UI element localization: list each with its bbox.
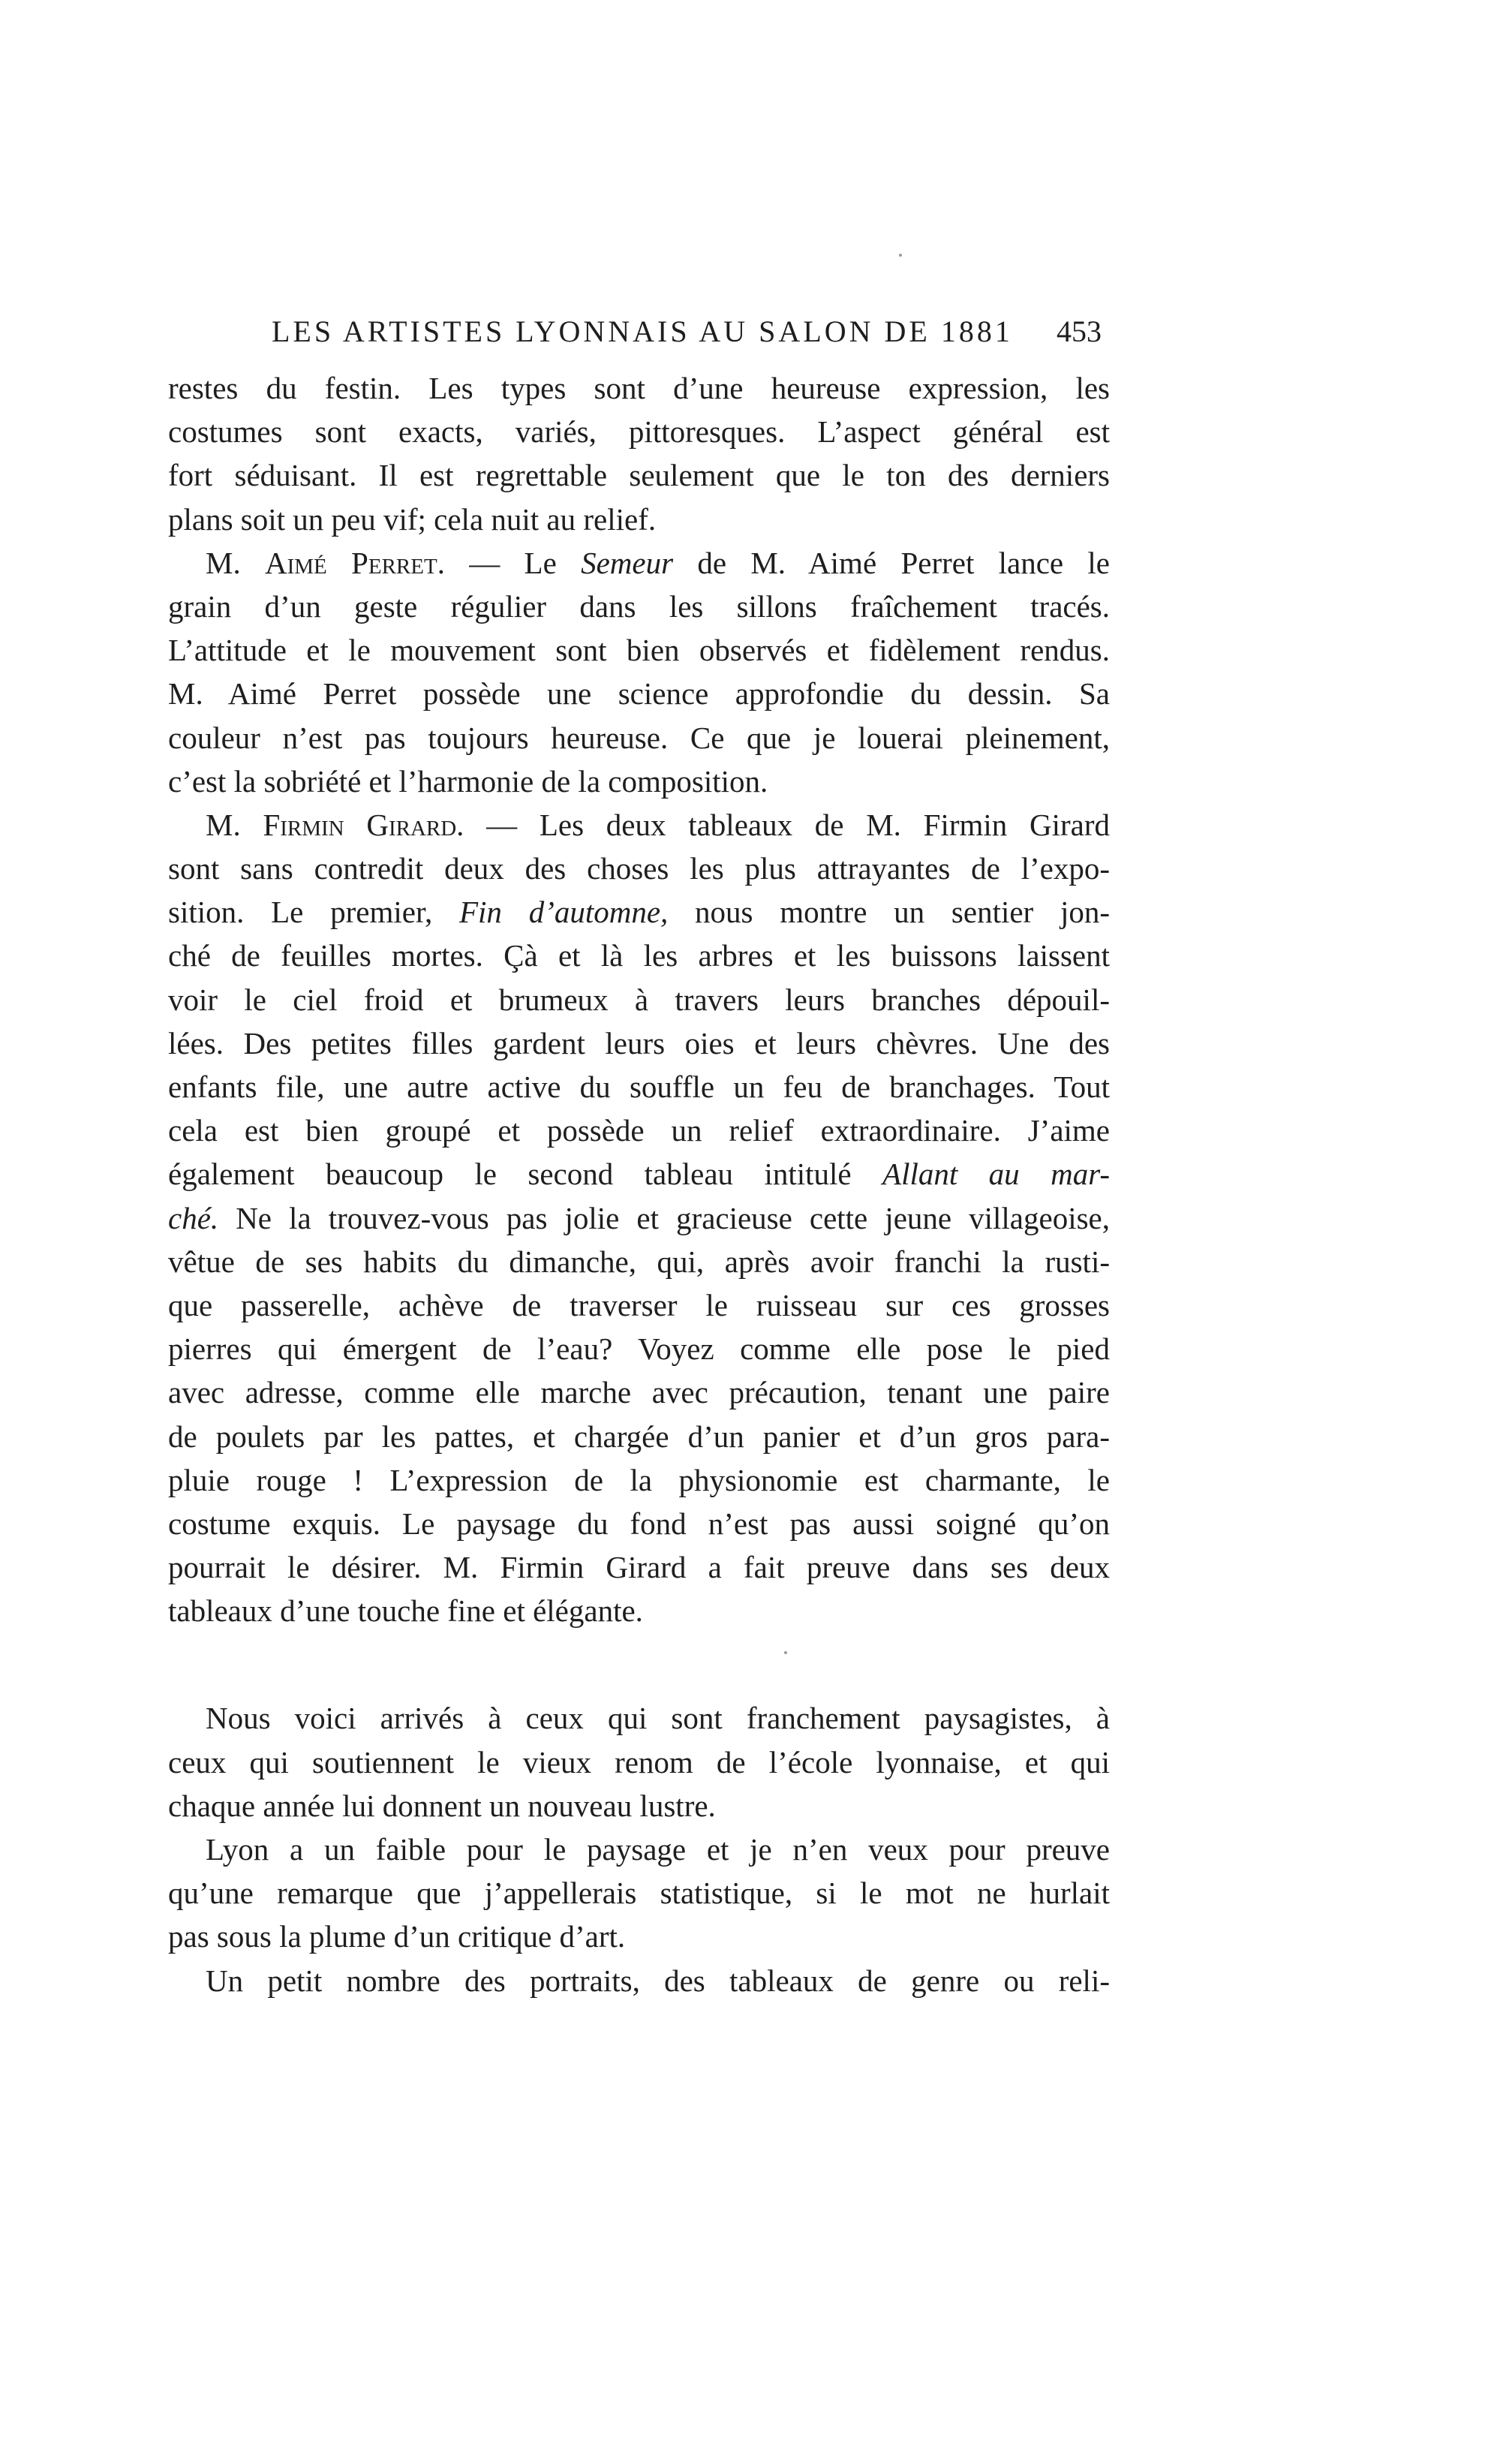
- text-line: de poulets par les pattes, et chargée d’un panier et d’un gros para-: [168, 1419, 1110, 1454]
- work-title: ché.: [168, 1200, 219, 1235]
- text-line: vêtue de ses habits du dimanche, qui, après avoir franchi la rusti-: [168, 1244, 1110, 1279]
- text-line: pluie rouge ! L’expression de la physionomie est charmante, le: [168, 1462, 1110, 1497]
- text-line: Lyon a un faible pour le paysage et je n’en veux pour preuve: [206, 1832, 1110, 1867]
- text-segment: sition. Le premier,: [168, 895, 459, 930]
- text-line: [168, 541, 1110, 585]
- page-header: [0, 314, 1509, 359]
- text-line: que passerelle, achève de traverser le ruisseau sur ces grosses: [168, 1287, 1110, 1322]
- running-title: LES ARTISTES LYONNAIS AU SALON DE 1881: [272, 314, 1013, 348]
- text-line: [168, 890, 1110, 934]
- text-line: Un petit nombre des portraits, des tableaux de genre ou reli-: [206, 1963, 1110, 1998]
- text-line: lées. Des petites filles gardent leurs oies et leurs chèvres. Une des: [168, 1025, 1110, 1061]
- text-line: avec adresse, comme elle marche avec précaution, tenant une paire: [168, 1375, 1110, 1410]
- paragraph-aime-perret: [168, 541, 1110, 803]
- work-title: Semeur: [581, 545, 674, 580]
- text-line: [168, 803, 1110, 847]
- text-line: sont sans contredit deux des choses les plus attrayantes de l’expo-: [168, 851, 1110, 886]
- text-segment: Ne la trouvez-vous pas jolie et gracieuse cette jeune villageoise,: [218, 1200, 1110, 1235]
- text-line: voir le ciel froid et brumeux à travers leurs branches dépouil-: [168, 982, 1110, 1017]
- prefix: M.: [206, 807, 263, 842]
- text-segment: également beaucoup le second tableau intitulé: [168, 1157, 883, 1192]
- text-line: couleur n’est pas toujours heureuse. Ce que je louerai pleinement,: [168, 720, 1110, 755]
- text-line: enfants file, une autre active du souffle un feu de branchages. Tout: [168, 1070, 1110, 1104]
- lead: — Le: [444, 545, 582, 580]
- work-title: Fin d’automne,: [459, 895, 669, 930]
- work-title: Allant au mar-: [882, 1157, 1110, 1192]
- text-line: costume exquis. Le paysage du fond n’est pas aussi soigné qu’on: [168, 1506, 1110, 1541]
- text-line: L’attitude et le mouvement sont bien observés et fidèlement rendus.: [168, 633, 1110, 668]
- paper-speck: [784, 1651, 787, 1654]
- prefix: M.: [206, 545, 265, 580]
- page-number: 453: [1057, 314, 1102, 348]
- paragraph-firmin-girard: [168, 803, 1110, 1633]
- text-line: pas sous la plume d’un critique d’art.: [168, 1919, 626, 1954]
- paper-speck: [899, 254, 902, 257]
- text-line: [168, 1196, 1110, 1240]
- text-line: c’est la sobriété et l’harmonie de la composition.: [168, 763, 768, 799]
- text-line: tableaux d’une touche fine et élégante.: [168, 1593, 643, 1629]
- text-line: ceux qui soutiennent le vieux renom de l’école lyonnaise, et qui: [168, 1744, 1110, 1780]
- artist-name: Firmin Girard.: [263, 807, 464, 842]
- paragraph-lyon: [168, 1828, 1110, 1959]
- text-line: [168, 1152, 1110, 1196]
- text-line: qu’une remarque que j’appellerais statistique, si le mot ne hurlait: [168, 1876, 1110, 1911]
- text-line: chaque année lui donnent un nouveau lustre.: [168, 1788, 716, 1823]
- text-line: fort séduisant. Il est regrettable seulement que le ton des derniers: [168, 458, 1110, 493]
- text-line: costumes sont exacts, variés, pittoresques. L’aspect général est: [168, 414, 1110, 450]
- text-segment: nous montre un sentier jon-: [668, 895, 1110, 930]
- text-line: ché de feuilles mortes. Çà et là les arbres et les buissons laissent: [168, 938, 1110, 973]
- lead-rest: — Les deux tableaux de M. Firmin Girard: [464, 807, 1110, 842]
- text-line: pierres qui émergent de l’eau? Voyez comme elle pose le pied: [168, 1331, 1110, 1367]
- paragraph-paysagistes: [168, 1696, 1110, 1828]
- paragraph-portraits: [168, 1959, 1110, 2002]
- paragraph-festin: [168, 366, 1110, 541]
- artist-name: Aimé Perret.: [265, 545, 445, 580]
- lead-rest: de M. Aimé Perret lance le: [673, 545, 1110, 580]
- text-line: Nous voici arrivés à ceux qui sont franchement paysagistes, à: [206, 1701, 1110, 1736]
- text-line: restes du festin. Les types sont d’une heureuse expression, les: [168, 371, 1110, 405]
- text-line: plans soit un peu vif; cela nuit au relief.: [168, 501, 657, 537]
- body-text: [168, 366, 1110, 2002]
- text-line: cela est bien groupé et possède un relief extraordinaire. J’aime: [168, 1113, 1110, 1148]
- section-break: [168, 1632, 1110, 1696]
- text-line: M. Aimé Perret possède une science approfondie du dessin. Sa: [168, 676, 1110, 712]
- text-line: grain d’un geste régulier dans les sillons fraîchement tracés.: [168, 588, 1110, 624]
- text-line: pourrait le désirer. M. Firmin Girard a fait preuve dans ses deux: [168, 1550, 1110, 1585]
